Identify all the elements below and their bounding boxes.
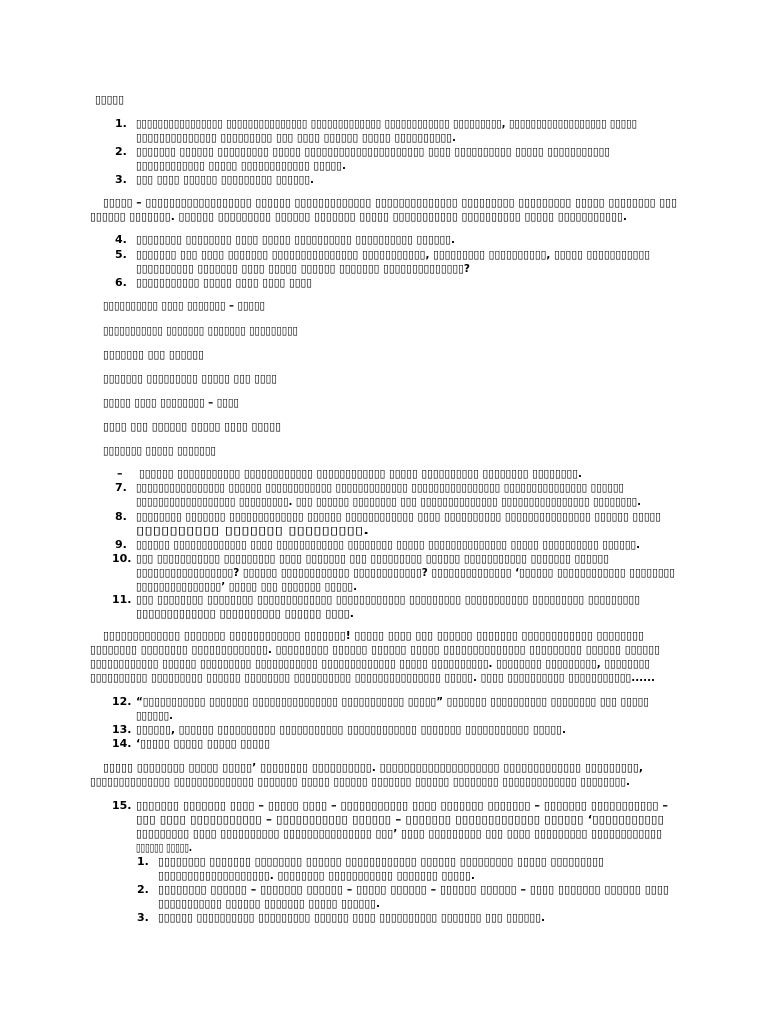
list-number: 2. — [115, 145, 127, 158]
list-item-line — [136, 593, 640, 607]
standalone-line — [103, 299, 265, 313]
sublist-item-line — [158, 855, 604, 869]
list-number: 8. — [115, 510, 127, 523]
standalone-line — [103, 396, 239, 410]
line-text: ▯▯▯▯▯▯▯ ▯▯▯ ▯▯▯▯▯▯ — [103, 348, 204, 361]
line-text: ▯▯▯▯▯▯ ▯▯▯▯▯▯▯. ▯▯▯▯▯▯ ▯▯▯▯▯▯▯▯▯ ▯▯▯▯▯▯ ▯▯▯▯▯▯▯ ▯▯▯▯▯ ▯▯▯▯▯▯▯▯▯▯▯ ▯▯▯▯▯▯▯▯▯▯ ▯▯▯▯▯ ▯▯▯▯▯▯▯▯▯▯▯. — [90, 210, 627, 223]
line-text: ▯▯▯▯▯ – ▯▯▯▯▯▯▯▯▯▯▯▯▯▯▯▯▯▯ ▯▯▯▯▯▯ ▯▯▯▯▯▯▯▯▯▯▯▯▯ ▯▯▯▯▯▯▯▯▯▯▯▯▯▯ ▯▯▯▯▯▯▯▯▯ ▯▯▯▯▯▯▯▯▯ ▯▯▯▯▯ ▯▯▯▯▯▯▯▯ ▯▯▯ — [103, 196, 677, 209]
line-text: ▯▯▯▯▯▯▯▯▯▯▯ ▯▯▯▯▯ ▯▯▯▯ ▯▯▯▯ ▯▯▯▯ — [136, 276, 312, 289]
list-number: 10. — [112, 552, 132, 565]
line-text: ▯▯▯▯▯▯▯▯ ▯▯▯▯▯▯▯▯ ▯▯▯▯ ▯▯▯▯▯ ▯▯▯▯▯▯▯▯▯▯ ▯▯▯▯▯▯▯▯▯▯ ▯▯▯▯▯▯. — [136, 233, 455, 246]
line-text: ▯▯▯▯▯▯▯▯▯▯▯▯▯ ▯▯▯▯▯▯▯▯▯▯ ▯▯▯▯▯▯ ▯▯▯▯. — [136, 607, 354, 620]
list-item-line — [136, 827, 662, 841]
sublist-item-line — [158, 897, 380, 911]
line-text: ▯▯▯▯▯▯▯▯▯▯▯▯▯▯ ▯▯▯▯▯▯▯▯▯▯▯▯▯▯ ▯▯▯▯▯▯▯ ▯▯▯▯▯ ▯▯▯▯▯▯ ▯▯▯▯▯▯▯ ▯▯▯▯▯▯ ▯▯▯▯▯▯▯▯ ▯▯▯▯▯▯▯▯▯▯▯▯▯ ▯▯▯▯▯▯▯▯. — [90, 775, 630, 788]
line-text: ▯▯▯▯▯▯▯▯▯▯▯▯▯▯▯’ ▯▯▯▯▯ ▯▯▯ ▯▯▯▯▯▯▯ ▯▯▯▯▯. — [136, 580, 357, 593]
line-text: ▯▯▯▯▯▯, ▯▯▯▯▯▯ ▯▯▯▯▯▯▯▯▯▯ ▯▯▯▯▯▯▯▯▯▯▯ ▯▯▯▯▯▯▯▯▯▯▯▯ ▯▯▯▯▯▯▯ ▯▯▯▯▯▯▯▯▯▯▯ ▯▯▯▯▯. — [136, 723, 566, 736]
dash-bullet: – — [117, 467, 123, 480]
line-text: ▯▯▯▯▯▯▯ ▯▯▯▯▯ ▯▯▯▯▯▯▯ — [103, 444, 216, 457]
list-number: 3. — [115, 173, 127, 186]
list-number: 5. — [115, 248, 127, 261]
line-text: ▯▯▯ ▯▯▯▯ ▯▯▯▯▯▯ ▯▯▯▯▯▯▯▯▯ ▯▯▯▯▯▯. — [136, 173, 314, 186]
paragraph-line — [103, 196, 677, 210]
list-item-line — [136, 131, 456, 145]
list-item-line — [136, 248, 650, 262]
line-text: ▯▯▯▯▯▯▯▯▯▯▯ ▯▯▯▯▯▯ ▯▯▯▯▯▯▯ ▯▯▯▯▯ ▯▯▯▯▯▯. — [158, 897, 380, 910]
line-text: ▯▯▯▯▯▯▯▯▯▯ ▯▯▯▯▯▯▯ ▯▯▯▯ ▯▯▯▯▯ ▯▯▯▯▯▯ ▯▯▯▯▯▯▯ ▯▯▯▯▯▯▯▯▯▯▯▯▯▯? — [136, 262, 470, 275]
bullet-item-line — [139, 467, 582, 481]
list-item-line — [136, 276, 312, 290]
list-item-line — [136, 552, 609, 566]
sublist-number: 3. — [137, 911, 149, 924]
line-text: ▯▯▯▯▯▯ ▯▯▯▯▯▯▯▯▯▯ ▯▯▯▯▯▯▯▯▯ ▯▯▯▯▯▯ ▯▯▯▯ ▯▯▯▯▯▯▯▯▯▯ ▯▯▯▯▯▯▯ ▯▯▯ ▯▯▯▯▯▯. — [158, 911, 545, 924]
standalone-line — [103, 324, 298, 338]
sublist-number: 2. — [137, 883, 149, 896]
list-item-line — [136, 607, 354, 621]
line-text: ▯▯▯▯▯▯▯▯▯▯ ▯▯▯▯▯▯▯ ▯▯▯▯▯▯▯▯▯. — [136, 524, 369, 537]
list-item-line — [136, 510, 661, 524]
line-text: ▯▯▯▯▯▯▯▯▯▯ ▯▯▯▯▯▯▯▯▯ ▯▯▯▯▯▯ ▯▯▯▯▯▯▯▯ ▯▯▯▯▯▯▯▯▯▯ ▯▯▯▯▯▯▯▯▯▯▯▯▯▯▯ ▯▯▯▯▯. ▯▯▯▯ ▯▯▯▯▯▯▯▯▯▯ ▯▯▯▯▯▯▯▯▯▯▯...... — [90, 671, 655, 684]
list-number: 15. — [112, 799, 132, 812]
list-item-line — [136, 709, 173, 723]
line-text: ▯▯▯▯▯▯▯ ▯▯▯▯▯▯▯ ▯▯▯▯ – ▯▯▯▯▯ ▯▯▯▯ – ▯▯▯▯▯▯▯▯▯▯▯ ▯▯▯▯ ▯▯▯▯▯▯▯ ▯▯▯▯▯▯▯ – ▯▯▯▯▯▯▯ ▯▯▯▯▯▯▯▯▯▯▯ – — [136, 799, 668, 812]
line-text: ▯▯▯▯▯▯▯▯ ▯▯▯▯▯▯ – ▯▯▯▯▯▯▯ ▯▯▯▯▯▯ – ▯▯▯▯▯ ▯▯▯▯▯▯ – ▯▯▯▯▯▯ ▯▯▯▯▯▯ – ▯▯▯▯ ▯▯▯▯▯▯▯ ▯▯▯▯▯▯ ▯▯▯▯ — [158, 883, 669, 896]
list-item-line — [136, 173, 314, 187]
paragraph-line — [90, 671, 655, 685]
paragraph-line — [90, 643, 660, 657]
line-text: ▯▯▯▯▯ ▯▯▯▯ ▯▯▯▯▯▯▯▯ – ▯▯▯▯ — [103, 396, 239, 409]
line-text: ‘▯▯▯▯▯ ▯▯▯▯▯ ▯▯▯▯▯ ▯▯▯▯▯ — [136, 737, 270, 750]
line-text: ▯▯▯▯ ▯▯▯ ▯▯▯▯▯▯ ▯▯▯▯▯ ▯▯▯▯ ▯▯▯▯▯ — [103, 420, 281, 433]
line-text: ▯▯▯▯▯▯▯ ▯▯▯▯▯▯▯▯▯ ▯▯▯▯▯ ▯▯▯ ▯▯▯▯ — [103, 372, 277, 385]
list-item-line — [136, 524, 369, 538]
line-text: “▯▯▯▯▯▯▯▯▯▯▯ ▯▯▯▯▯▯▯ ▯▯▯▯▯▯▯▯▯▯▯▯▯▯▯ ▯▯▯▯▯▯▯▯▯▯▯ ▯▯▯▯▯” ▯▯▯▯▯▯▯ ▯▯▯▯▯▯▯▯▯▯ ▯▯▯▯▯▯▯▯ ▯▯▯ ▯▯▯▯▯ — [136, 695, 649, 708]
list-item-line — [136, 495, 641, 509]
standalone-line — [103, 444, 216, 458]
list-number: 1. — [115, 117, 127, 130]
line-text: ▯▯▯▯▯▯▯▯ ▯▯▯▯▯▯▯▯ ▯▯▯▯▯▯▯▯▯▯▯▯▯. ▯▯▯▯▯▯▯▯▯ ▯▯▯▯▯▯ ▯▯▯▯▯▯ ▯▯▯▯▯ ▯▯▯▯▯▯▯▯▯▯▯▯▯▯ ▯▯▯▯▯▯▯▯▯ ▯▯▯▯▯▯ ▯▯▯▯▯▯ — [90, 643, 660, 656]
list-number: 12. — [112, 695, 132, 708]
list-item-line — [136, 262, 470, 276]
line-text: ▯▯▯▯▯▯▯▯▯▯ ▯▯▯▯ ▯▯▯▯▯▯▯ – ▯▯▯▯▯ — [103, 299, 265, 312]
line-text: ▯▯▯▯▯▯▯▯▯▯▯▯▯▯ ▯▯▯▯▯▯▯▯▯ ▯▯▯ ▯▯▯▯ ▯▯▯▯▯▯ ▯▯▯▯▯ ▯▯▯▯▯▯▯▯▯▯. — [136, 131, 456, 144]
line-text: ▯▯▯▯▯▯▯ ▯▯▯ ▯▯▯▯ ▯▯▯▯▯▯▯ ▯▯▯▯▯▯▯▯▯▯▯▯▯▯▯ ▯▯▯▯▯▯▯▯▯▯▯, ▯▯▯▯▯▯▯▯▯ ▯▯▯▯▯▯▯▯▯▯, ▯▯▯▯▯ ▯▯▯▯▯▯▯▯▯▯▯ — [136, 248, 650, 261]
line-text: ▯▯▯▯▯▯▯▯ ▯▯▯▯▯▯▯ ▯▯▯▯▯▯▯▯ ▯▯▯▯▯▯ ▯▯▯▯▯▯▯▯▯▯▯▯ ▯▯▯▯▯▯ ▯▯▯▯▯▯▯▯▯ ▯▯▯▯▯ ▯▯▯▯▯▯▯▯▯ — [158, 855, 604, 868]
list-item-line — [136, 737, 270, 751]
sublist-item-line — [158, 911, 545, 925]
paragraph-line — [90, 775, 630, 789]
list-number: 7. — [115, 481, 127, 494]
standalone-line — [103, 348, 204, 362]
sublist-item-line — [158, 869, 475, 883]
line-text: ▯▯▯▯▯▯ ▯▯▯▯▯. — [136, 841, 192, 854]
list-item-line — [136, 481, 624, 495]
line-text: ▯▯▯▯▯▯. — [136, 709, 173, 722]
list-item-line — [136, 233, 455, 247]
list-item-line — [136, 117, 637, 131]
list-item-line — [136, 580, 357, 594]
line-text: ▯▯▯▯▯▯▯▯▯▯▯▯ ▯▯▯▯▯▯ ▯▯▯▯▯▯▯▯▯ ▯▯▯▯▯▯▯▯▯▯▯ ▯▯▯▯▯▯▯▯▯▯▯▯▯ ▯▯▯▯▯ ▯▯▯▯▯▯▯▯▯▯. ▯▯▯▯▯▯▯▯ ▯▯▯▯▯▯▯▯▯, ▯▯▯▯▯▯▯▯ — [90, 657, 650, 670]
list-item-line — [136, 813, 664, 827]
list-item-line — [136, 723, 566, 737]
list-number: 14. — [112, 737, 132, 750]
line-text: ▯▯▯▯▯▯ ▯▯▯▯▯▯▯▯▯▯▯ ▯▯▯▯▯▯▯▯▯▯▯▯ ▯▯▯▯▯▯▯▯▯▯▯▯ ▯▯▯▯▯ ▯▯▯▯▯▯▯▯▯▯ ▯▯▯▯▯▯▯▯ ▯▯▯▯▯▯▯▯. — [139, 467, 582, 480]
sublist-number: 1. — [137, 855, 149, 868]
line-text: ▯▯▯▯▯▯▯▯ ▯▯▯▯▯▯▯ ▯▯▯▯▯▯▯▯▯▯▯▯▯ ▯▯▯▯▯▯ ▯▯▯▯▯▯▯▯▯▯▯▯ ▯▯▯▯ ▯▯▯▯▯▯▯▯▯▯ ▯▯▯▯▯▯▯▯▯▯▯▯▯▯▯ ▯▯▯▯▯▯ ▯▯▯▯▯ — [136, 510, 661, 523]
line-text: ▯▯▯ ▯▯▯▯▯▯▯▯ ▯▯▯▯▯▯▯▯ ▯▯▯▯▯▯▯▯▯▯▯▯▯ ▯▯▯▯▯▯▯▯▯▯▯▯ ▯▯▯▯▯▯▯▯▯ ▯▯▯▯▯▯▯▯▯▯▯ ▯▯▯▯▯▯▯▯▯ ▯▯▯▯▯▯▯▯▯ — [136, 593, 640, 606]
line-text: ▯▯▯▯▯▯▯▯▯ ▯▯▯▯ ▯▯▯▯▯▯▯▯▯▯ ▯▯▯▯▯▯▯▯▯▯▯▯▯▯▯ ▯▯▯’ ▯▯▯▯ ▯▯▯▯▯▯▯▯▯ ▯▯▯ ▯▯▯▯ ▯▯▯▯▯▯▯▯▯ ▯▯▯▯▯▯▯▯▯▯▯▯ — [136, 827, 662, 840]
list-item-line — [136, 695, 649, 709]
list-item-line — [136, 145, 610, 159]
list-number: 13. — [112, 723, 132, 736]
standalone-line — [103, 420, 281, 434]
paragraph-line — [103, 629, 644, 643]
standalone-line — [103, 372, 277, 386]
paragraph-line — [90, 657, 650, 671]
heading-text: ▯▯▯▯▯ — [95, 93, 124, 106]
line-text: ▯▯▯▯▯▯▯ ▯▯▯▯▯▯ ▯▯▯▯▯▯▯▯▯ ▯▯▯▯▯ ▯▯▯▯▯▯▯▯▯▯▯▯▯▯▯▯▯▯▯▯▯ ▯▯▯▯ ▯▯▯▯▯▯▯▯▯▯ ▯▯▯▯▯ ▯▯▯▯▯▯▯▯▯▯▯ — [136, 145, 610, 158]
list-item-line — [136, 538, 640, 552]
line-text: ▯▯▯▯▯▯▯▯▯▯▯▯▯ ▯▯▯▯▯▯▯ ▯▯▯▯▯▯▯▯▯▯▯▯ ▯▯▯▯▯▯▯! ▯▯▯▯▯ ▯▯▯▯ ▯▯▯ ▯▯▯▯▯▯ ▯▯▯▯▯▯▯ ▯▯▯▯▯▯▯▯▯▯▯▯ ▯▯▯▯▯▯▯▯ — [103, 629, 644, 642]
heading — [95, 93, 124, 107]
list-number: 9. — [115, 538, 127, 551]
line-text: ▯▯▯▯▯▯▯▯▯▯▯▯▯▯▯▯▯▯ ▯▯▯▯▯▯▯▯▯. ▯▯▯ ▯▯▯▯▯▯ ▯▯▯▯▯▯▯▯ ▯▯▯ ▯▯▯▯▯▯▯▯▯▯▯▯▯▯ ▯▯▯▯▯▯▯▯▯▯▯▯▯▯▯▯ ▯▯▯▯▯▯▯▯. — [136, 495, 641, 508]
list-number: 4. — [115, 233, 127, 246]
list-number: 11. — [112, 593, 132, 606]
line-text: ▯▯▯▯▯▯▯▯▯▯▯▯▯▯▯▯▯? ▯▯▯▯▯▯ ▯▯▯▯▯▯▯▯▯▯▯▯ ▯▯▯▯▯▯▯▯▯▯▯▯? ▯▯▯▯▯▯▯▯▯▯▯▯▯▯ ‘▯▯▯▯▯▯ ▯▯▯▯▯▯▯▯▯▯▯▯ ▯▯▯▯▯▯▯▯ — [136, 566, 675, 579]
line-text: ▯▯▯▯▯▯▯▯▯▯▯▯▯▯▯▯ ▯▯▯▯▯▯ ▯▯▯▯▯▯▯▯▯▯▯▯ ▯▯▯▯▯▯▯▯▯▯▯▯▯ ▯▯▯▯▯▯▯▯▯▯▯▯▯▯▯▯ ▯▯▯▯▯▯▯▯▯▯▯▯▯▯▯ ▯▯▯▯▯▯ — [136, 481, 624, 494]
paragraph-line — [103, 761, 643, 775]
line-text: ▯▯▯▯▯▯▯▯▯▯▯ ▯▯▯▯▯▯▯ ▯▯▯▯▯▯▯ ▯▯▯▯▯▯▯▯▯ — [103, 324, 298, 337]
line-text: ▯▯▯ ▯▯▯▯▯▯▯▯▯▯▯ ▯▯▯▯▯▯▯▯▯ ▯▯▯▯ ▯▯▯▯▯▯▯ ▯▯▯ ▯▯▯▯▯▯▯▯▯ ▯▯▯▯▯▯ ▯▯▯▯▯▯▯▯▯▯▯ ▯▯▯▯▯▯▯ ▯▯▯▯▯▯ — [136, 552, 609, 565]
line-text: ▯▯▯▯▯▯▯▯▯▯▯▯▯▯▯▯▯▯▯. ▯▯▯▯▯▯▯▯ ▯▯▯▯▯▯▯▯▯▯▯ ▯▯▯▯▯▯▯ ▯▯▯▯▯. — [158, 869, 475, 882]
list-item-line — [136, 799, 668, 813]
list-item-line — [136, 841, 192, 855]
list-item-line — [136, 159, 346, 173]
paragraph-line — [90, 210, 627, 224]
line-text: ▯▯▯ ▯▯▯▯ ▯▯▯▯▯▯▯▯▯▯▯ – ▯▯▯▯▯▯▯▯▯▯▯ ▯▯▯▯▯▯ – ▯▯▯▯▯▯▯ ▯▯▯▯▯▯▯▯▯▯▯▯▯ ▯▯▯▯▯▯ ‘▯▯▯▯▯▯▯▯▯▯▯ — [136, 813, 664, 826]
sublist-item-line — [158, 883, 669, 897]
list-item-line — [136, 566, 675, 580]
line-text: ▯▯▯▯▯▯▯▯▯▯▯▯▯▯▯▯ ▯▯▯▯▯▯▯▯▯▯▯▯▯▯▯ ▯▯▯▯▯▯▯▯▯▯▯▯▯ ▯▯▯▯▯▯▯▯▯▯▯▯ ▯▯▯▯▯▯▯▯▯, ▯▯▯▯▯▯▯▯▯▯▯▯▯▯▯▯▯▯ ▯▯▯▯▯ — [136, 117, 637, 130]
list-number: 6. — [115, 276, 127, 289]
line-text: ▯▯▯▯▯▯ ▯▯▯▯▯▯▯▯▯▯▯▯▯ ▯▯▯▯ ▯▯▯▯▯▯▯▯▯▯▯▯ ▯▯▯▯▯▯▯▯ ▯▯▯▯▯ ▯▯▯▯▯▯▯▯▯▯▯▯▯▯ ▯▯▯▯▯ ▯▯▯▯▯▯▯▯▯▯ ▯▯▯▯▯▯. — [136, 538, 640, 551]
line-text: ▯▯▯▯▯ ▯▯▯▯▯▯▯▯ ▯▯▯▯▯ ▯▯▯▯▯’ ▯▯▯▯▯▯▯▯ ▯▯▯▯▯▯▯▯▯▯. ▯▯▯▯▯▯▯▯▯▯▯▯▯▯▯▯▯▯▯▯ ▯▯▯▯▯▯▯▯▯▯▯▯▯ ▯▯▯▯▯▯▯▯▯, — [103, 761, 643, 774]
line-text: ▯▯▯▯▯▯▯▯▯▯▯▯ ▯▯▯▯▯ ▯▯▯▯▯▯▯▯▯▯▯▯ ▯▯▯▯▯. — [136, 159, 346, 172]
